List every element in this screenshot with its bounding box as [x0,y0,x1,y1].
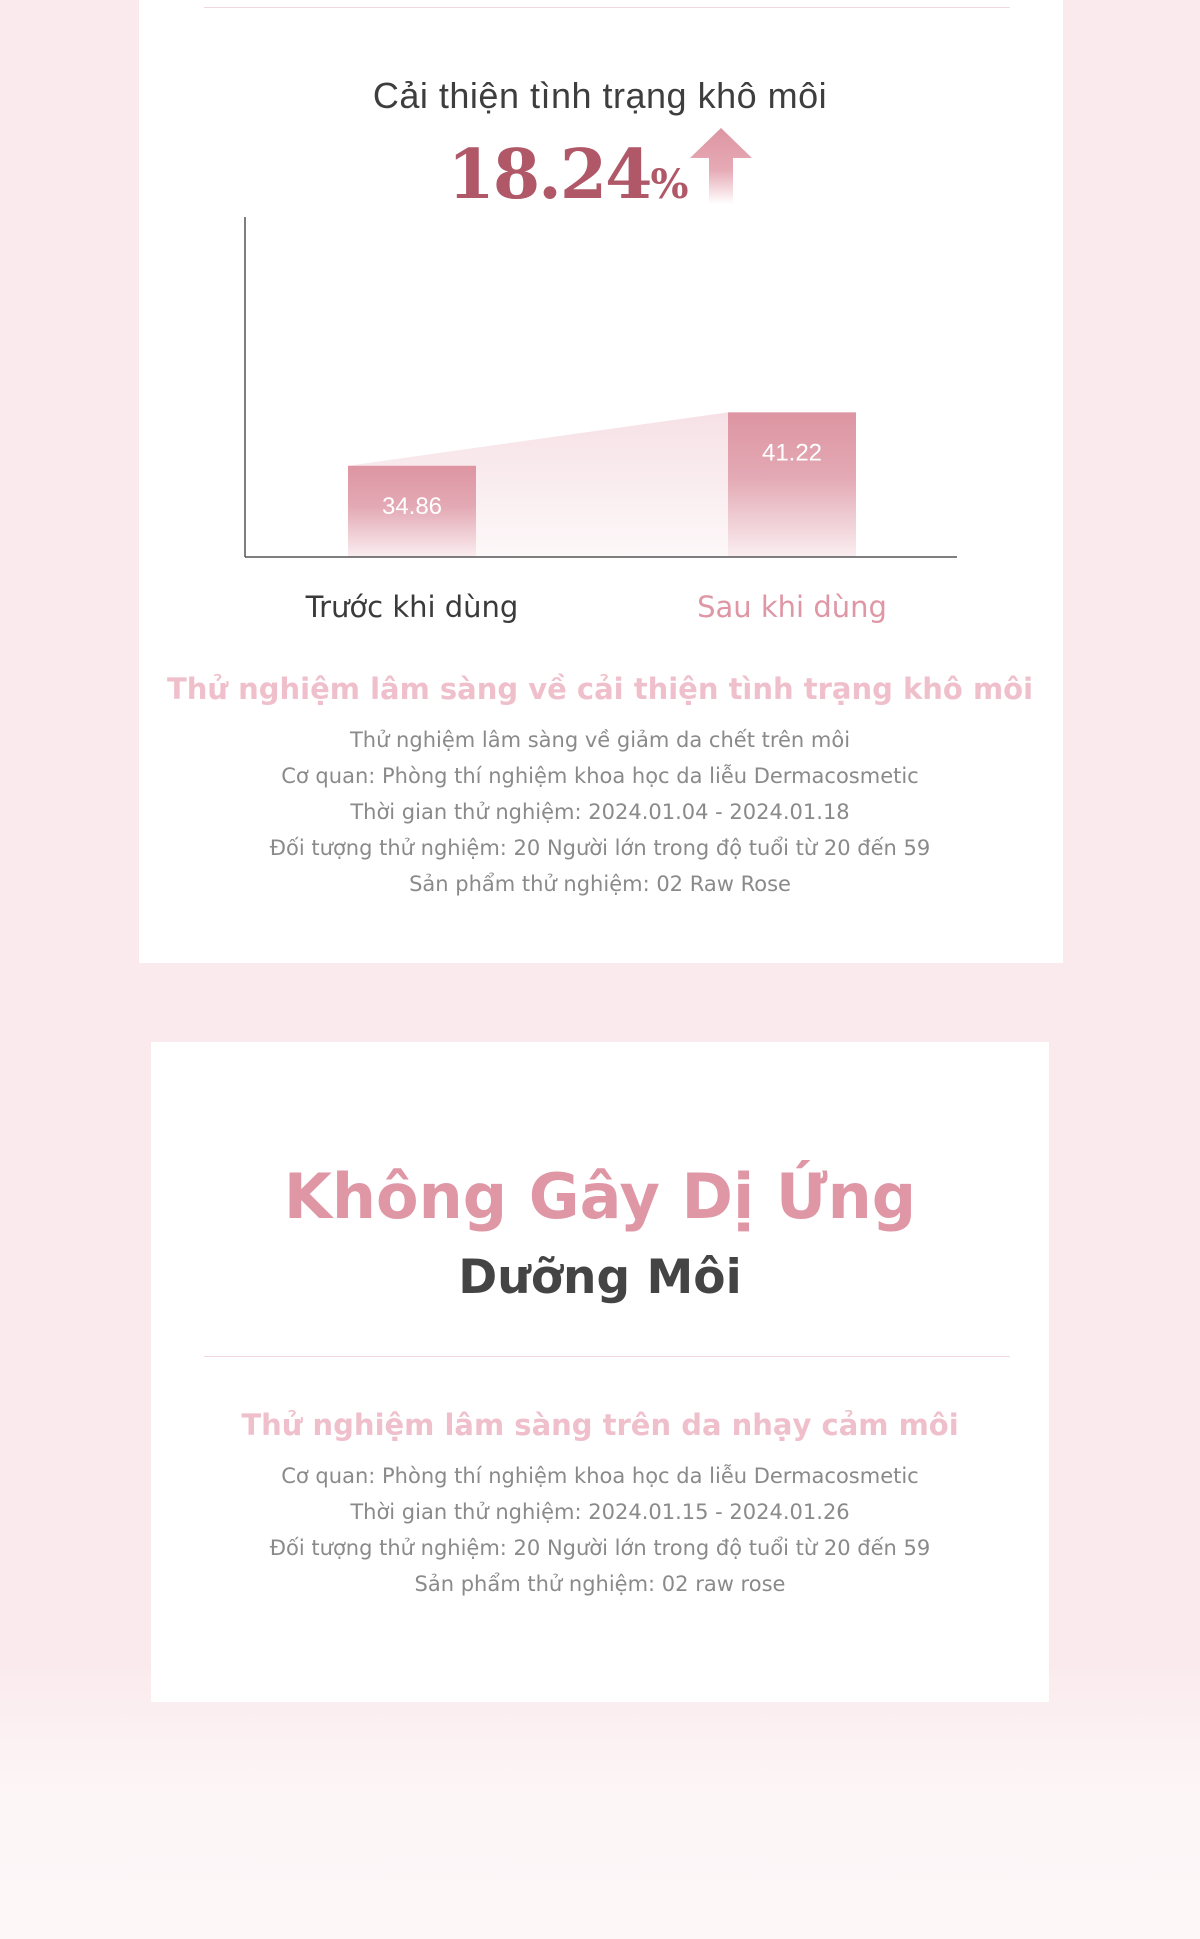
improvement-value: 18.24 [447,135,651,215]
study2-heading: Thử nghiệm lâm sàng trên da nhạy cảm môi [241,1408,959,1442]
chart-title: Cải thiện tình trạng khô môi [372,75,828,116]
category-label: Trước khi dùng [305,590,519,624]
study1-details [0,722,1200,902]
study2-line: Sản phẩm thử nghiệm: 02 raw rose [414,1572,786,1596]
study2-details [0,1458,1200,1602]
bar-chart [0,0,1200,640]
study1-line: Cơ quan: Phòng thí nghiệm khoa học da liễu Dermacosmetic [281,764,919,788]
study2-line: Đối tượng thử nghiệm: 20 Người lớn trong độ tuổi từ 20 đến 59 [269,1536,931,1560]
bar-2 [728,412,856,557]
section2-subtitle: Dưỡng Môi [458,1250,742,1305]
improvement-unit: % [650,161,689,208]
study1-heading: Thử nghiệm lâm sàng về cải thiện tình trạng khô môi [166,672,1034,706]
study2-line: Thời gian thử nghiệm: 2024.01.15 - 2024.01.26 [350,1500,850,1524]
bar-value-label: 34.86 [381,492,443,520]
study1-line: Thử nghiệm lâm sàng về giảm da chết trên môi [349,728,851,752]
bar-value-label: 41.22 [761,439,823,467]
study1-line: Sản phẩm thử nghiệm: 02 Raw Rose [409,872,791,896]
category-label: Sau khi dùng [697,590,887,624]
section2-divider [204,1356,1010,1357]
allergy-card [151,1042,1049,1702]
study1-line: Đối tượng thử nghiệm: 20 Người lớn trong độ tuổi từ 20 đến 59 [269,836,931,860]
study1-line: Thời gian thử nghiệm: 2024.01.04 - 2024.01.18 [350,800,850,824]
category-labels [305,590,887,624]
study2-line: Cơ quan: Phòng thí nghiệm khoa học da liễu Dermacosmetic [281,1464,919,1488]
section2-title: Không Gây Dị Ứng [283,1160,917,1233]
